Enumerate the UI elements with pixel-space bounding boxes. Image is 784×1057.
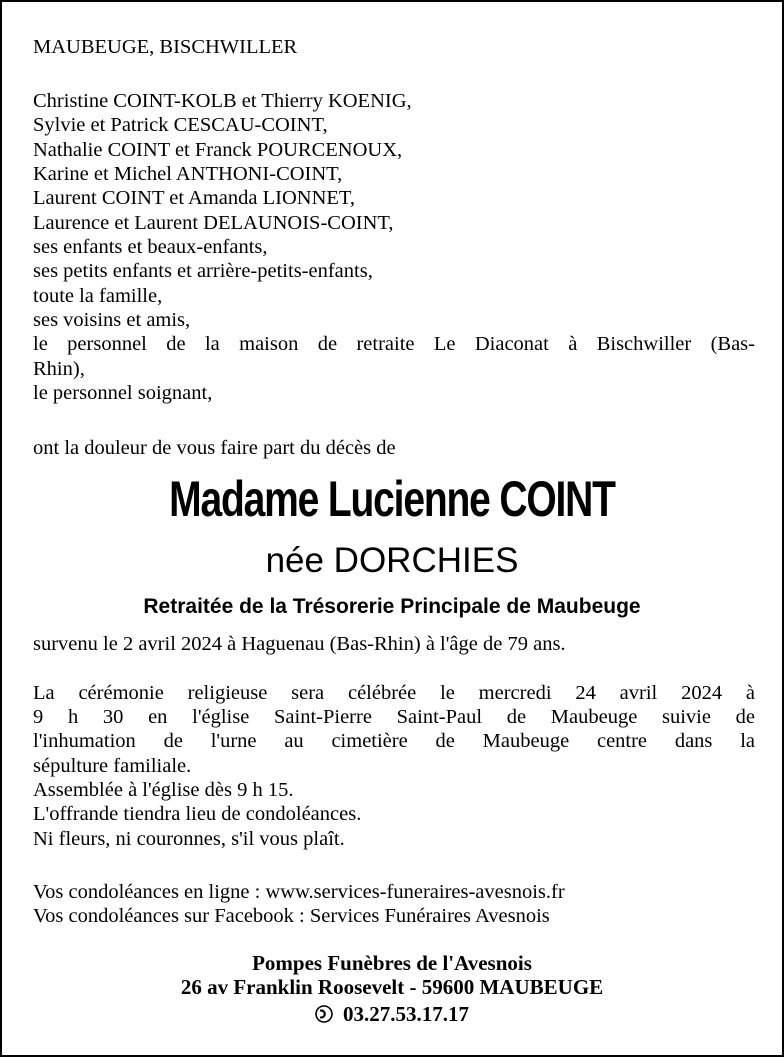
facebook-page-link[interactable]: Services Funéraires Avesnois — [309, 905, 550, 927]
announcement-intro: ont la douleur de vous faire part du décès de — [33, 437, 396, 459]
family-line: toute la famille, — [33, 285, 163, 307]
staff-line: le personnel de la maison de retraite Le Diaconat à Bischwiller (Bas- — [33, 333, 755, 355]
family-line: Sylvie et Patrick CESCAU-COINT, — [33, 114, 328, 136]
phone-icon — [315, 1003, 333, 1021]
death-details: survenu le 2 avril 2024 à Haguenau (Bas-Rhin) à l'âge de 79 ans. — [33, 633, 566, 655]
assembly-time: Assemblée à l'église dès 9 h 15. — [33, 779, 294, 801]
phone-number[interactable]: 03.27.53.17.17 — [343, 1002, 469, 1026]
funeral-home-name: Pompes Funèbres de l'Avesnois — [252, 951, 532, 975]
family-line: ses petits enfants et arrière-petits-enfants, — [33, 260, 373, 282]
deceased-name: Madame Lucienne COINT — [169, 471, 615, 527]
funeral-home-address: 26 av Franklin Roosevelt - 59600 MAUBEUGE — [180, 975, 604, 999]
flowers-note: Ni fleurs, ni couronnes, s'il vous plaît. — [33, 828, 345, 850]
family-line: ses voisins et amis, — [33, 309, 191, 331]
facebook-condolences — [33, 904, 550, 928]
condolences-website-link[interactable]: www.services-funeraires-avesnois.fr — [265, 881, 565, 903]
family-line: Nathalie COINT et Franck POURCENOUX, — [33, 139, 403, 161]
maiden-name: née DORCHIES — [265, 541, 519, 580]
family-line: Karine et Michel ANTHONI-COINT, — [33, 163, 343, 185]
ceremony-line: l'inhumation de l'urne au cimetière de Maubeuge centre dans la — [33, 730, 755, 752]
occupation: Retraitée de la Trésorerie Principale de Maubeuge — [143, 595, 641, 618]
family-line: Laurence et Laurent DELAUNOIS-COINT, — [33, 212, 394, 234]
family-line: ses enfants et beaux-enfants, — [33, 236, 268, 258]
ceremony-line: sépulture familiale. — [33, 755, 192, 777]
online-condolences-label: Vos condoléances en ligne : — [33, 881, 266, 903]
staff-line-continuation: Rhin), — [33, 358, 85, 380]
family-line: Christine COINT-KOLB et Thierry KOENIG, — [33, 90, 412, 112]
family-line: Laurent COINT et Amanda LIONNET, — [33, 187, 356, 209]
ceremony-line: La cérémonie religieuse sera célébrée le mercredi 24 avril 2024 à — [33, 682, 755, 704]
facebook-condolences-label: Vos condoléances sur Facebook : — [33, 905, 310, 927]
care-staff-line: le personnel soignant, — [33, 382, 213, 404]
funeral-home-phone — [2, 1001, 782, 1027]
offering-note: L'offrande tiendra lieu de condoléances. — [33, 803, 362, 825]
ceremony-line: 9 h 30 en l'église Saint-Pierre Saint-Paul de Maubeuge suivie de — [33, 706, 755, 728]
online-condolences — [33, 880, 565, 904]
location-heading: MAUBEUGE, BISCHWILLER — [33, 36, 298, 58]
